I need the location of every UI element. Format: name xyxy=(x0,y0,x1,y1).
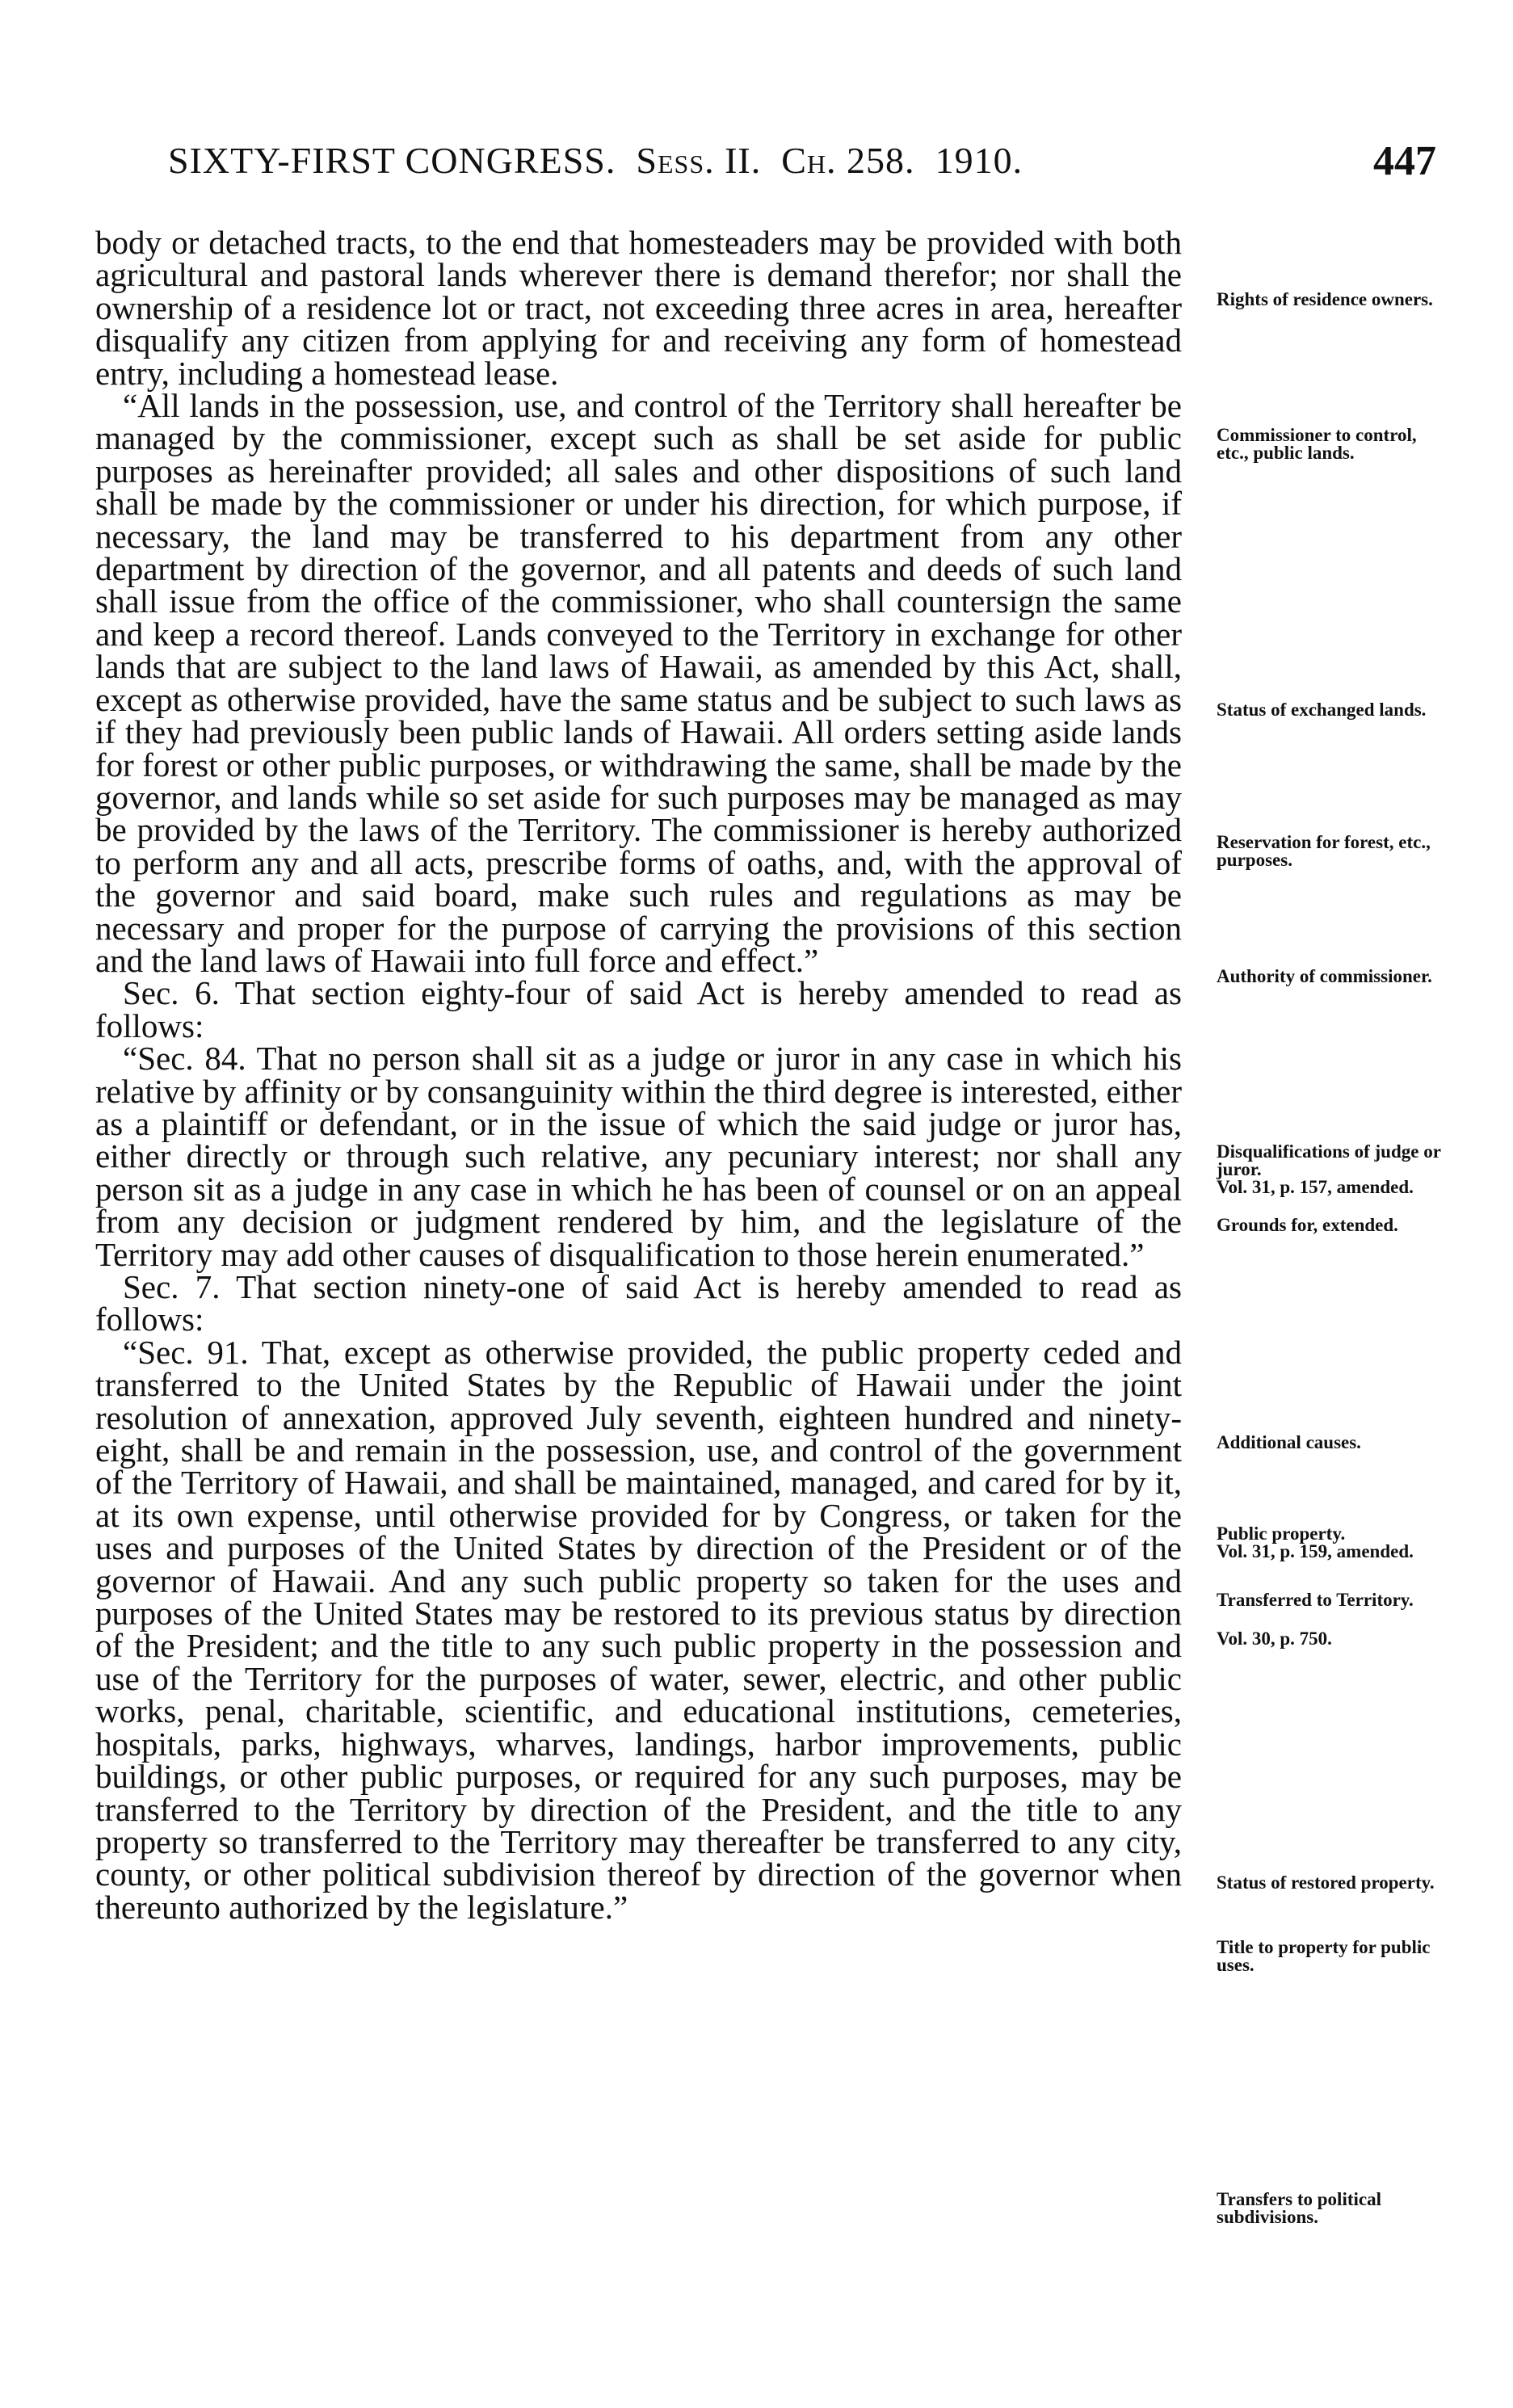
paragraph-lands-control: “All lands in the possession, use, and control of the Territory shall hereafter be managed by the commissioner, except such as shall be set aside for public purposes as hereinafter provided; all sales and other dispositions of such land shall be made by the commissioner or under his direction, for which purpose, if necessary, the land may be transferred to his department from any other department by direction of the governor, and all patents and deeds of such land shall issue from the office of the commissioner, who shall countersign the same and keep a record thereof. Lands conveyed to the Territory in exchange for other lands that are subject to the land laws of Hawaii, as amended by this Act, shall, except as otherwise provided, have the same status and be subject to such laws as if they had previously been public lands of Hawaii. All orders setting aside lands for forest or other public purposes, or withdrawing the same, shall be made by the governor, and lands while so set aside for such purposes may be managed as may be provided by the laws of the Territory. The commissioner is hereby authorized to perform any and all acts, prescribe forms of oaths, and, with the approval of the governor and said board, make such rules and regulations as may be necessary and proper for the purpose of carrying the provisions of this section and the land laws of Hawaii into full force and effect.” xyxy=(95,387,1182,979)
margin-note-additional: Additional causes. xyxy=(1217,1432,1361,1452)
margin-note-title-public-uses: Title to property for public uses. xyxy=(1217,1937,1431,1975)
margin-note-transferred-ref: Vol. 30, p. 750. xyxy=(1217,1628,1332,1649)
margin-note-transfers-political: Transfers to political subdivisions. xyxy=(1217,2189,1381,2227)
margin-note-authority: Authority of commissioner. xyxy=(1217,966,1432,986)
margin-note-disqualifications: Disqualifications of judge or juror. xyxy=(1217,1141,1441,1179)
margin-note-grounds: Grounds for, extended. xyxy=(1217,1215,1398,1235)
margin-note-transferred: Transferred to Territory. xyxy=(1217,1590,1414,1610)
margin-note-public-property: Public property. xyxy=(1217,1523,1346,1544)
paragraph-section-91: “Sec. 91. That, except as otherwise provided, the public property ceded and transferred to the United States by the Republic of Hawaii under the joint resolution of annexation, approved July seventh, eighteen hundred and ninety-eight, shall be and remain in the possession, use, and control of the government of the Territory of Hawaii, and shall be maintained, managed, and cared for by it, at its own expense, until otherwise provided for by Congress, or taken for the uses and purposes of the United States by direction of the President or of the governor of Hawaii. And any such public property so taken for the uses and purposes of the United States may be restored to its previous status by direction of the President; and the title to any such public property in the possession and use of the Territory for the purposes of water, sewer, electric, and other public works, penal, charitable, scientific, and educational institutions, cemeteries, hospitals, parks, highways, wharves, landings, harbor improvements, public buildings, or other public purposes, or required for any such purposes, may be transferred to the Territory by direction of the President, and the title to any property so transferred to the Territory may thereafter be transferred to any city, county, or other political subdivision thereof by direction of the governor when thereunto authorized by the legislature.” xyxy=(95,1333,1182,1926)
paragraph-section-84: “Sec. 84. That no person shall sit as a judge or juror in any case in which his relative by affinity or by consanguinity within the third degree is interested, either as a plaintiff or defendant, or in the issue of which the said judge or juror has, either directly or through such relative, any pecuniary interest; nor shall any person sit as a judge in any case in which he has been of counsel or on an appeal from any decision or judgment rendered by him, and the legislature of the Territory may add other causes of disqualification to those herein enumerated.” xyxy=(95,1040,1182,1273)
margin-note-rights: Rights of residence owners. xyxy=(1217,289,1433,309)
page-number: 447 xyxy=(1373,138,1436,184)
margin-note-pp-ref: Vol. 31, p. 159, amended. xyxy=(1217,1541,1414,1561)
margin-note-reservation: Reservation for forest, etc., purposes. xyxy=(1217,832,1431,870)
margin-note-disq-ref: Vol. 31, p. 157, amended. xyxy=(1217,1177,1414,1197)
margin-note-commissioner: Commissioner to control, etc., public lands. xyxy=(1217,425,1417,463)
paragraph-section-7: Sec. 7. That section ninety-one of said Act is hereby amended to read as follows: xyxy=(95,1268,1182,1338)
margin-note-status-restored: Status of restored property. xyxy=(1217,1872,1435,1893)
session-label: Sess. II. xyxy=(636,140,762,181)
margin-note-status-exchanged: Status of exchanged lands. xyxy=(1217,700,1427,720)
chapter-label: Ch. 258. xyxy=(781,140,915,181)
paragraph-continuation: body or detached tracts, to the end that homesteaders may be provided with both agricultural and pastoral lands wherever there is demand therefor; nor shall the ownership of a residence lot or tract, not exceeding three acres in area, hereafter disqualify any citizen from applying for and receiving any form of homestead entry, including a homestead lease. xyxy=(95,224,1182,392)
year-label: 1910. xyxy=(935,140,1023,181)
paragraph-section-6: Sec. 6. That section eighty-four of said Act is hereby amended to read as follows: xyxy=(95,974,1182,1044)
congress-title: SIXTY-FIRST CONGRESS. xyxy=(168,140,616,181)
